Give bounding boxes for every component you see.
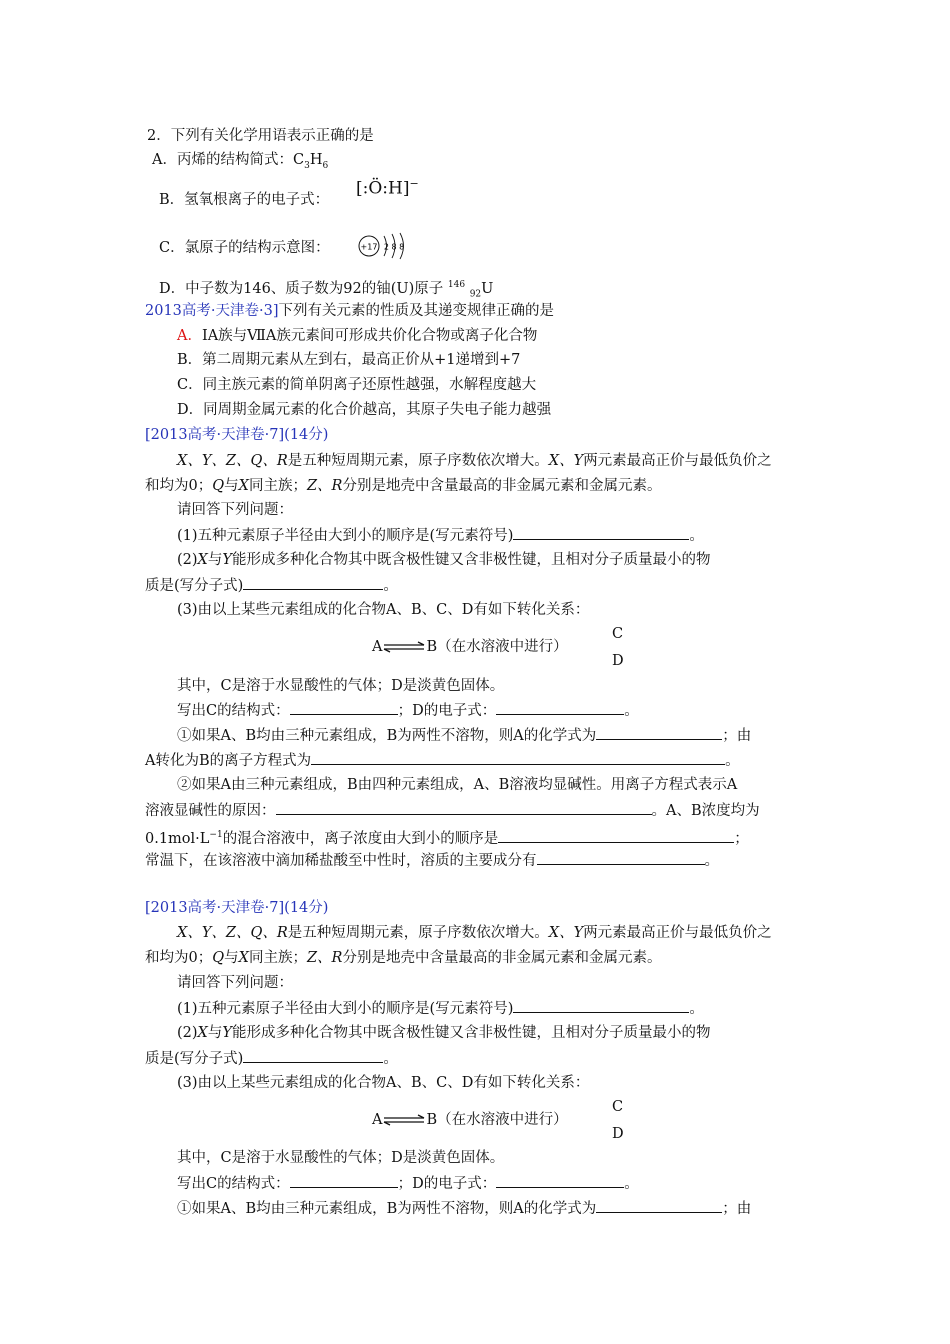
- answer-blank[interactable]: [311, 750, 725, 765]
- nucleus-charge: +17: [360, 242, 378, 252]
- q7-sub2-line1: ②如果A由三种元素组成，B由四种元素组成，A、B溶液均显碱性。用离子方程式表示A: [177, 777, 738, 793]
- q7-ask: 请回答下列问题：: [177, 975, 293, 991]
- q2-stem: 2．下列有关化学用语表示正确的是: [147, 128, 374, 144]
- q3-option-b: B．第二周期元素从左到右，最高正价从+1递增到+7: [177, 352, 521, 368]
- q7-intro-line1: X、Y、Z、Q、R是五种短周期元素，原子序数依次增大。X、Y两元素最高正价与最低负价之: [177, 453, 772, 469]
- q7-part3: (3)由以上某些元素组成的化合物A、B、C、D有如下转化关系：: [177, 1075, 590, 1091]
- equilibrium-arrow-icon: [382, 641, 426, 653]
- q7-sub1-line1: ①如果A、B均由三种元素组成，B为两性不溶物，则A的化学式为 ；由: [177, 1198, 751, 1219]
- answer-blank[interactable]: [496, 700, 624, 715]
- q2-option-d: D．中子数为146、质子数为92的铀(U)原子 $^{146}$ $_{92}$U: [159, 280, 494, 300]
- q2-option-a: A．丙烯的结构简式：$C_3H_6$: [152, 152, 329, 171]
- q3-stem: 2013高考·天津卷·3]下列有关元素的性质及其递变规律正确的是: [145, 303, 555, 319]
- answer-blank[interactable]: [596, 725, 722, 740]
- q7-part1: (1)五种元素原子半径由大到小的顺序是(写元素符号) 。: [177, 998, 704, 1019]
- hydroxide-electron-formula: [:Ö:H]−: [356, 177, 419, 199]
- q7-condition: 其中，C是溶于水显酸性的气体；D是淡黄色固体。: [177, 1150, 505, 1166]
- answer-blank[interactable]: [513, 998, 689, 1013]
- q7-header: [2013高考·天津卷·7](14分): [145, 427, 329, 443]
- q2-option-c: C．氯原子的结构示意图：: [159, 240, 330, 256]
- reaction-d: D: [612, 1126, 624, 1142]
- q3-option-d: D．同周期金属元素的化合价越高，其原子失电子能力越强: [177, 402, 552, 418]
- answer-blank[interactable]: [496, 1173, 624, 1188]
- q7-ask: 请回答下列问题：: [177, 502, 293, 518]
- reaction-d: D: [612, 653, 624, 669]
- answer-blank[interactable]: [513, 525, 689, 540]
- q7-part2-line2: 质是(写分子式) 。: [145, 1048, 398, 1069]
- q7-intro-line2: 和均为0；Q与X同主族；Z、R分别是地壳中含量最高的非金属元素和金属元素。: [145, 950, 662, 966]
- q7-part2-line1: (2)X与Y能形成多种化合物其中既含极性键又含非极性键，且相对分子质量最小的物: [177, 552, 711, 568]
- q7-condition: 其中，C是溶于水显酸性的气体；D是淡黄色固体。: [177, 678, 505, 694]
- q7-header: [2013高考·天津卷·7](14分): [145, 900, 329, 916]
- q3-option-c: C．同主族元素的简单阴离子还原性越强，水解程度越大: [177, 377, 537, 393]
- q7-part1: (1)五种元素原子半径由大到小的顺序是(写元素符号) 。: [177, 525, 704, 546]
- answer-blank[interactable]: [537, 850, 705, 865]
- q3-option-a: A．ⅠA族与ⅦA族元素间可形成共价化合物或离子化合物: [177, 328, 538, 344]
- answer-blank[interactable]: [290, 700, 398, 715]
- reaction-equation: A B（在水溶液中进行）: [372, 639, 568, 655]
- answer-blank[interactable]: [498, 828, 734, 843]
- answer-blank[interactable]: [290, 1173, 398, 1188]
- answer-blank[interactable]: [276, 800, 652, 815]
- reaction-c: C: [612, 1099, 624, 1115]
- q7-sub1-line2: A转化为B的离子方程式为 。: [145, 750, 740, 771]
- q2-option-b: B．氢氧根离子的电子式：: [159, 192, 330, 208]
- q7-part2-line2: 质是(写分子式) 。: [145, 575, 398, 596]
- q7-sub2-line2: 溶液显碱性的原因： 。A、B浓度均为: [145, 800, 760, 821]
- answer-blank[interactable]: [243, 575, 383, 590]
- answer-blank[interactable]: [596, 1198, 722, 1213]
- q7-intro-line1: X、Y、Z、Q、R是五种短周期元素，原子序数依次增大。X、Y两元素最高正价与最低负价之: [177, 925, 772, 941]
- q7-sub1-line1: ①如果A、B均由三种元素组成，B为两性不溶物，则A的化学式为 ；由: [177, 725, 751, 746]
- reaction-c: C: [612, 626, 624, 642]
- shell-counts: 2 8 8: [383, 242, 405, 252]
- q7-write-structures: 写出C的结构式： ；D的电子式： 。: [177, 1173, 639, 1194]
- reaction-equation: A B（在水溶液中进行）: [372, 1112, 568, 1128]
- q7-sub2-line3: $0.1mol\cdot L^{-1}$的混合溶液中，离子浓度由大到小的顺序是 ；: [145, 825, 749, 849]
- q7-part3: (3)由以上某些元素组成的化合物A、B、C、D有如下转化关系：: [177, 602, 590, 618]
- chlorine-atom-diagram: [357, 232, 413, 260]
- q7-intro-line2: 和均为0；Q与X同主族；Z、R分别是地壳中含量最高的非金属元素和金属元素。: [145, 478, 662, 494]
- equilibrium-arrow-icon: [382, 1114, 426, 1126]
- answer-blank[interactable]: [243, 1048, 383, 1063]
- q7-write-structures: 写出C的结构式： ；D的电子式： 。: [177, 700, 639, 721]
- q7-part2-line1: (2)X与Y能形成多种化合物其中既含极性键又含非极性键，且相对分子质量最小的物: [177, 1025, 711, 1041]
- q7-sub2-line4: 常温下，在该溶液中滴加稀盐酸至中性时，溶质的主要成分有 。: [145, 850, 719, 871]
